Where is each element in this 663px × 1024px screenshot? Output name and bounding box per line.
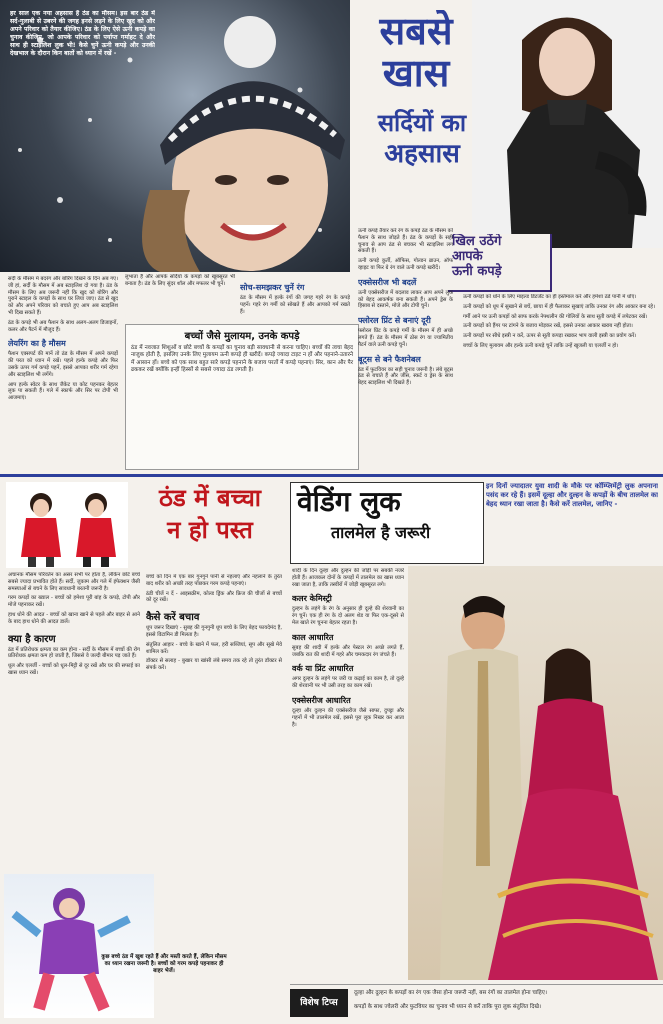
paragraph: डॉक्टर से सलाह - बुखार या खांसी लंबे समय तक रहे तो तुरंत डॉक्टर से संपर्क करें। xyxy=(146,658,282,672)
wedding-title-box xyxy=(290,482,484,564)
paragraph: आप हल्के स्वेटर के साथ जैकेट या कोट पहनकर बेहतर लुक पा सकती हैं। गले में स्कार्फ और सिर पर टोपी भी आजमाएं। xyxy=(8,381,118,402)
subheading: लेयरिंग का है मौसम xyxy=(8,339,66,349)
paragraph: हाथ धोने की आदत - बच्चों को खाना खाने से पहले और बाहर से आने के बाद हाथ धोने की आदत डालें। xyxy=(8,611,140,625)
subheading: कैसे करें बचाव xyxy=(146,612,200,624)
subheading: क्या है कारण xyxy=(8,633,56,645)
article-column-3 xyxy=(358,228,453,470)
section-divider xyxy=(0,474,663,477)
wedding-couple-illustration xyxy=(408,566,663,980)
paragraph: ठंड के मौसम में हल्के रंगों की जगह गहरे रंग के कपड़े पहनें। गहरे रंग गर्मी को सोखते हैं और आपको गर्म रखते हैं। xyxy=(240,295,350,315)
snow-kid-caption xyxy=(100,954,228,975)
paragraph: ठंड में प्रतिरोधक क्षमता का कम होना - सर्दी के मौसम में बच्चों की रोग प्रतिरोधक क्षमता कम हो जाती है, जिससे वे जल्दी बीमार पड़ जाते हैं। xyxy=(8,646,140,660)
care-tips-column xyxy=(457,294,657,470)
paragraph: ऊनी एक्सेसरीज में बदलाव लाकर आप अपने लुक को बेहद आकर्षक बना सकती हैं। अपने ड्रेस के हिसाब से दस्ताने, मोजे और टोपी चुनें। xyxy=(358,289,453,310)
paragraph: फ्लोरल प्रिंट के कपड़े गर्मी के मौसम में ही अच्छे लगते हैं। ठंड के मौसम में ठोस रंग या ज्यामितीय पैटर्न वाले ऊनी कपड़े चुनें। xyxy=(358,328,453,348)
woolen-subhead xyxy=(448,234,552,292)
headline-line-3: सर्दियों का xyxy=(377,109,467,137)
main-headline xyxy=(352,10,480,94)
article-column-2b xyxy=(240,274,350,322)
intro-paragraph: हर साल एक नया अहसास है ठंड का मौसम। इस बार ठंड में सर्द-गुलाबी से उबरने की जगह इनसे लड़ने के लिए खुद को और अपने परिवार को तैयार कीजिए। ठंड के लिए ऐसे ऊनी कपड़े का चुनाव कीजिए, जो आपके परिवार को पर्याप्त गर्माहट दे और साथ ही स्टाइलिश लुक भी! कैसे चुनें ऊनी कपड़े और उनकी देखभाल के दौरान किन बातों को ध्यान में रखें - xyxy=(10,10,155,57)
wedding-column-1 xyxy=(292,568,404,980)
subheading: कलर केमिस्ट्री xyxy=(292,594,332,604)
kids-column-1 xyxy=(8,572,140,872)
winter-section xyxy=(0,0,663,474)
subhead-line-3: ऊनी कपड़े xyxy=(452,264,502,279)
paragraph: बच्चे को दिन में एक बार गुनगुने पानी से नहलाएं और नहलाने के तुरंत बाद शरीर को अच्छी तरह पोंछकर गरम कपड़े पहनाएं। xyxy=(146,574,282,587)
intro-text xyxy=(10,10,155,58)
subheading: सोच-समझकर चुनें रंग xyxy=(240,283,305,292)
paragraph: ठंड में फुटवियर का सही चुनाव जरूरी है। लंबे बूट्स ठंड से बचाते हैं और जींस, स्कर्ट व ड्रेस के साथ बेहद स्टाइलिश भी दिखते हैं। xyxy=(358,366,453,387)
subheading: काल आधारित xyxy=(292,632,334,642)
paragraph: धूप जरूर दिखाएं - सुबह की गुनगुनी धूप बच्चे के लिए बेहद फायदेमंद है, इससे विटामिन डी मिलता है। xyxy=(146,625,282,638)
headline-line-1: सबसे xyxy=(379,10,453,53)
paragraph: दुल्हन के लहंगे के रंग के अनुसार ही दूल्हे की शेरवानी का रंग चुनें। एक ही रंग के दो अलग शेड या फिर एक-दूसरे से मेल खाते रंग चुनना बेहतर रहता है। xyxy=(292,606,404,626)
kids-title-line-2: न हो पस्त xyxy=(167,516,253,544)
paragraph: संतुलित आहार - बच्चे के खाने में फल, हरी सब्जियां, सूप और सूखे मेवे शामिल करें। xyxy=(146,641,282,655)
center-box-title: बच्चों जैसे मुलायम, उनके कपड़े xyxy=(184,331,300,342)
care-tip: ऊनी कपड़ों पर सीधे इस्त्री न करें, ऊपर से सूती कपड़ा रखकर भाप वाली इस्त्री का प्रयोग करें। xyxy=(463,333,637,340)
paragraph: ऊनी कपड़े कुर्ती, ऑफिस, गोल्डन ब्राउन, ऑफ व्हाइट या फिर ग्रे रंग वाले ऊनी कपड़े खरीदें। xyxy=(358,258,453,271)
sweater-woman-illustration xyxy=(472,0,663,248)
paragraph: अचानक मौसम परिवर्तन का असर सभी पर होता है, लेकिन छोटे बच्चे सबसे ज्यादा प्रभावित होते हैं। सर्दी, जुकाम और गले में इंफेक्शन जैसी समस्याओं से बचने के लिए सावधानी बरतनी जरूरी है। xyxy=(8,572,140,592)
paragraph: ठंड के कपड़े भी अब फैशन के साथ अलग-अलग डिजाइनों, कलर और पैटर्न में मौजूद हैं। xyxy=(8,319,118,333)
care-tip: ऊनी कपड़ों को धोने के लिए माइल्ड डिटर्जेंट का ही इस्तेमाल करें और हमेशा ठंडे पानी में धोएं। xyxy=(463,294,637,300)
paragraph: शादी के दिन दूल्हा और दुल्हन की जोड़ी पर सबकी नजरें होती हैं। आजकल दोनों के कपड़ों में तालमेल का खास ध्यान रखा जाता है, ताकि तस्वीरों में जोड़ी खूबसूरत लगे। xyxy=(292,568,404,588)
headline-line-2: खास xyxy=(382,51,450,94)
sweater-woman-photo xyxy=(472,0,663,248)
kids-clothes-box xyxy=(125,324,359,470)
kids-section xyxy=(0,478,288,1024)
caption-text: कुछ बच्चे ठंड में खुश रहते हैं और मस्ती करते हैं, लेकिन मौसम का ध्यान रखना जरूरी है। बच्चों को गरम कपड़े पहनाकर ही बाहर भेजें। xyxy=(101,954,227,974)
subheading: बूट्स से बने फैशनेबल xyxy=(358,354,421,364)
wedding-intro-box xyxy=(486,482,658,562)
paragraph: धूल और एलर्जी - बच्चों को धूल-मिट्टी से दूर रखें और घर की सफाई का खास ध्यान रखें। xyxy=(8,663,140,676)
paragraph: फैशन एक्सपर्ट की मानें तो ठंड के मौसम में अपने कपड़ों की परत को ध्यान में रखें। पहले हल्के कपड़े और फिर उसके ऊपर गर्म कपड़े पहनें, इससे आपका शरीर गर्म रहेगा और स्टाइलिश भी लगेंगे। xyxy=(8,351,118,378)
care-tip: ऊनी कपड़ों को हैंगर पर टांगने के बजाय मोड़कर रखें, इससे उनका आकार खराब नहीं होता। xyxy=(463,323,633,330)
main-headline-2 xyxy=(352,108,492,170)
tip-2: कपड़ों के साथ ज्वेलरी और फुटवियर का चुनाव भी ध्यान से करें ताकि पूरा लुक संतुलित दिखे। xyxy=(354,1004,542,1010)
tip-1: दूल्हा और दुल्हन के कपड़ों का रंग एक जैसा होना जरूरी नहीं, बस रंगों का तालमेल होना चाहिए। xyxy=(354,990,547,996)
subheading: वर्क या प्रिंट आधारित xyxy=(292,664,354,674)
snow-kid-photo xyxy=(4,874,154,1018)
subhead-line-2: आपके xyxy=(452,249,483,264)
kids-column-2 xyxy=(146,574,282,974)
care-tip: ऊनी कपड़ों को धूप में सुखाने से बचें, छाया में ही फैलाकर सुखाएं ताकि उनका रंग और आकार बना रहे। xyxy=(463,303,656,310)
wedding-intro: इन दिनों ज्यादातर युवा शादी के मौके पर कॉम्प्लिमेंट्री लुक अपनाना पसंद कर रहे हैं। इसमें दूल्हा और दुल्हन के कपड़ों के बीच तालमेल का बेहद ध्यान रखा जाता है। कैसे करें तालमेल, जानिए - xyxy=(486,482,658,508)
kids-winter-illustration xyxy=(6,482,128,568)
wedding-title-line-1: वेडिंग लुक xyxy=(297,485,401,518)
center-box-text: ठंड में नवजात शिशुओं व छोटे बच्चों के कपड़ों का चुनाव बड़ी सावधानी से करना चाहिए। बच्चों की त्वचा बेहद नाजुक होती है, इसलिए उनके लिए मुलायम ऊनी कपड़े ही खरीदें। कपड़े ज्यादा टाइट न हों और पहनाने-उतारने में आसान हों। बच्चे को एक साथ बहुत सारे कपड़े पहनाने के बजाय परतों में कपड़े पहनाएं। सिर, कान और पैर ढककर रखें क्योंकि इन्हीं हिस्सों से सबसे ज्यादा ठंड लगती है। xyxy=(131,345,353,373)
care-tip: बच्चों के लिए मुलायम और हल्के ऊनी कपड़े चुनें ताकि उन्हें खुजली या एलर्जी न हो। xyxy=(463,342,619,349)
paragraph: ठंडी चीजें न दें - आइसक्रीम, कोल्ड ड्रिंक और फ्रिज की चीजों से बच्चों को दूर रखें। xyxy=(146,590,282,604)
care-tip: गर्मी आने पर ऊनी कपड़ों को साफ करके नेफ्थलीन की गोलियों के साथ सूती कपड़े में लपेटकर रखें। xyxy=(463,313,648,320)
article-column-1 xyxy=(8,276,118,471)
subheading: फ्लोरल प्रिंट से बनाएं दूरी xyxy=(358,316,431,326)
paragraph: लुभाता है और आपके सर्दियों के कपड़ों को खूबसूरत भी बनाता है। ठंड के लिए सुंदर शॉल और मफलर भी चुनें। xyxy=(125,274,235,287)
tips-label: विशेष टिप्स xyxy=(290,989,348,1017)
wedding-section xyxy=(290,478,663,1024)
kids-photo xyxy=(6,482,128,568)
subheading: एक्सेसरीज आधारित xyxy=(292,695,351,705)
wedding-title-line-2: तालमेल है जरूरी xyxy=(331,523,431,542)
paragraph: अगर दुल्हन के लहंगे पर जरी या कढ़ाई का काम है, तो दूल्हे की शेरवानी पर भी उसी तरह का काम रखें। xyxy=(292,676,404,690)
paragraph: दूल्हा और दुल्हन की एक्सेसरीज जैसे साफा, दुपट्टा और गहनों में भी तालमेल रखें, इससे पूरा लुक निखर कर आता है। xyxy=(292,707,404,728)
paragraph: सुबह की शादी में हल्के और पेस्टल रंग अच्छे लगते हैं, जबकि रात की शादी में गहरे और चमकदार रंग जंचते हैं। xyxy=(292,644,404,658)
subheading: एक्सेसरीज भी बदलें xyxy=(358,277,417,287)
paragraph: ऊनी कपड़े तैयार करें रंग के कपड़े ठंड के मौसम को फैशन के साथ जोड़ते हैं। ठंड के कपड़ों के सही चुनाव से आप ठंड से बचकर भी स्टाइलिश लग सकती हैं। xyxy=(358,228,453,255)
kids-title xyxy=(132,482,288,546)
headline-line-4: अहसास xyxy=(384,139,460,169)
snow-kid-illustration xyxy=(4,874,154,1018)
subhead-line-1: खिल उठेंगे xyxy=(452,234,502,249)
paragraph: गरम कपड़ों का ख्याल - बच्चों को हमेशा पूरी बांह के कपड़े, टोपी और मोजे पहनाकर रखें। xyxy=(8,595,140,609)
wedding-couple-photo xyxy=(408,566,663,980)
paragraph: सर्दी के मौसम में बदरंग और बोरिंग दिखने के दिन अब गए। जी हां, सर्दी के मौसम में अब स्टाइलिश दो गया है। ठंड के मौसम के लिए अब जरूरी नहीं कि खुद को बोरिंग और पुराने स्टाइल के कपड़ों के साथ घर लिया जाए। ठंड से खुद को और अपने परिवार को बचाते हुए आप अब स्टाइलिश भी दिख सकते हैं। xyxy=(8,276,118,316)
kids-title-line-1: ठंड में बच्चा xyxy=(158,484,262,512)
article-column-2 xyxy=(125,274,235,322)
special-tips xyxy=(290,984,663,1023)
